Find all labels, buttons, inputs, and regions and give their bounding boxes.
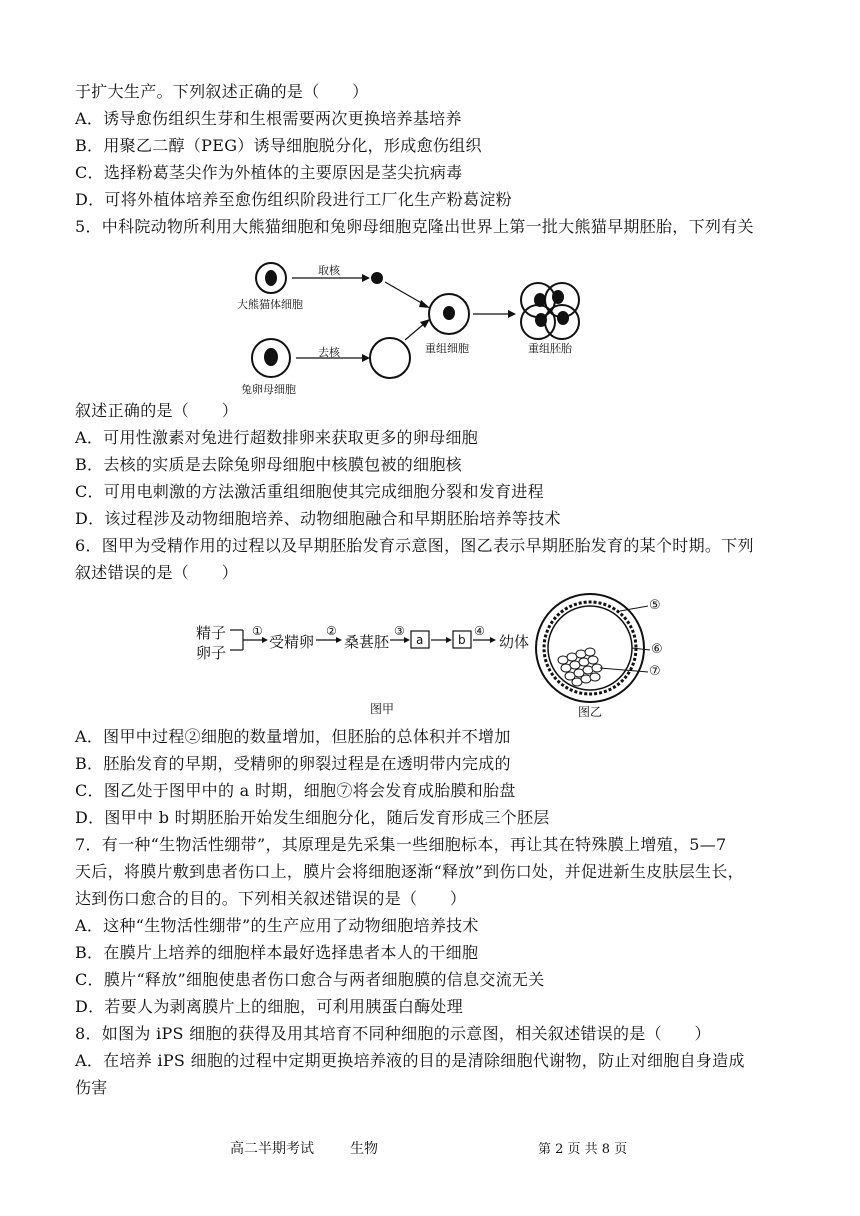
caption-fig-a: 图甲 — [370, 702, 395, 716]
stage-a-label: a — [416, 633, 424, 647]
question-6: 6．图甲为受精作用的过程以及早期胚胎发育示意图，图乙表示早期胚胎发育的某个时期。下列 — [75, 536, 754, 555]
footer-page-number: 第 2 页 共 8 页 — [538, 1142, 628, 1157]
option-d: D．若要人为剥离膜片上的细胞，可利用胰蛋白酶处理 — [75, 997, 464, 1016]
young-label: 幼体 — [499, 633, 530, 651]
option-d: D．可将外植体培养至愈伤组织阶段进行工厂化生产粉葛淀粉 — [75, 190, 512, 209]
footer-exam: 高二半期考试 — [230, 1141, 314, 1157]
step-4-label: ④ — [474, 624, 485, 638]
egg-label: 卵子 — [196, 644, 227, 662]
rabbit-oocyte-label: 兔卵母细胞 — [241, 383, 296, 396]
remove-nucleus-label: 去核 — [318, 346, 340, 359]
option-b: B．胚胎发育的早期，受精卵的卵裂过程是在透明带内完成的 — [75, 754, 511, 773]
sperm-label: 精子 — [196, 624, 227, 642]
text-line: 叙述错误的是（ ） — [75, 563, 239, 582]
panda-cell-label: 大熊猫体细胞 — [237, 298, 303, 311]
text-line: 伤害 — [75, 1078, 108, 1097]
text-line: 达到伤口愈合的目的。下列相关叙述错误的是（ ） — [75, 889, 467, 908]
option-b: B．在膜片上培养的细胞样本最好选择患者本人的干细胞 — [75, 943, 479, 962]
question-8: 8．如图为 iPS 细胞的获得及用其培育不同种细胞的示意图，相关叙述错误的是（ ） — [75, 1024, 711, 1043]
text-line: 于扩大生产。下列叙述正确的是（ ） — [75, 82, 369, 101]
label-6: ⑥ — [651, 642, 663, 657]
caption-fig-b: 图乙 — [578, 705, 603, 719]
recombined-embryo-label: 重组胚胎 — [528, 342, 572, 355]
question-7: 7．有一种“生物活性绷带”，其原理是先采集一些细胞标本，再让其在特殊膜上增殖，5—7 — [75, 835, 727, 854]
stage-b-label: b — [458, 633, 466, 647]
option-c: C．选择粉葛茎尖作为外植体的主要原因是茎尖抗病毒 — [75, 163, 463, 182]
option-b: B．用聚乙二醇（PEG）诱导细胞脱分化，形成愈伤组织 — [75, 136, 482, 155]
label-5: ⑤ — [649, 598, 661, 613]
take-nucleus-label: 取核 — [318, 264, 340, 277]
option-c: C．膜片“释放”细胞使患者伤口愈合与两者细胞膜的信息交流无关 — [75, 970, 545, 989]
question-5: 5．中科院动物所利用大熊猫细胞和兔卵母细胞克隆出世界上第一批大熊猫早期胚胎，下列有关 — [75, 217, 754, 236]
option-a: A．这种“生物活性绷带”的生产应用了动物细胞培养技术 — [75, 916, 479, 935]
option-a: A．图甲中过程②细胞的数量增加，但胚胎的总体积并不增加 — [75, 727, 511, 746]
footer-subject: 生物 — [350, 1141, 378, 1157]
option-a: A．在培养 iPS 细胞的过程中定期更换培养液的目的是清除细胞代谢物，防止对细胞自身造成 — [75, 1051, 745, 1070]
option-c: C．可用电刺激的方法激活重组细胞使其完成细胞分裂和发育进程 — [75, 482, 544, 501]
text-line: 叙述正确的是（ ） — [75, 401, 239, 420]
zygote-label: 受精卵 — [269, 633, 315, 651]
step-3-label: ③ — [394, 624, 405, 638]
text-line: 天后，将膜片敷到患者伤口上，膜片会将细胞逐渐“释放”到伤口处，并促进新生皮肤层生长， — [75, 862, 744, 881]
option-a: A．诱导愈伤组织生芽和生根需要两次更换培养基培养 — [75, 109, 462, 128]
option-c: C．图乙处于图甲中的 a 时期，细胞⑦将会发育成胎膜和胎盘 — [75, 781, 516, 800]
blastocyst-icon — [536, 594, 644, 702]
option-d: D．图甲中 b 时期胚胎开始发生细胞分化，随后发育形成三个胚层 — [75, 808, 550, 827]
option-d: D．该过程涉及动物细胞培养、动物细胞融合和早期胚胎培养等技术 — [75, 509, 561, 528]
recombined-cell-label: 重组细胞 — [425, 342, 469, 355]
option-b: B．去核的实质是去除兔卵母细胞中核膜包被的细胞核 — [75, 455, 462, 474]
step-1-label: ① — [252, 624, 263, 638]
label-7: ⑦ — [649, 664, 661, 679]
morula-label: 桑葚胚 — [344, 633, 390, 651]
step-2-label: ② — [326, 624, 337, 638]
option-a: A．可用性激素对兔进行超数排卵来获取更多的卵母细胞 — [75, 428, 479, 447]
